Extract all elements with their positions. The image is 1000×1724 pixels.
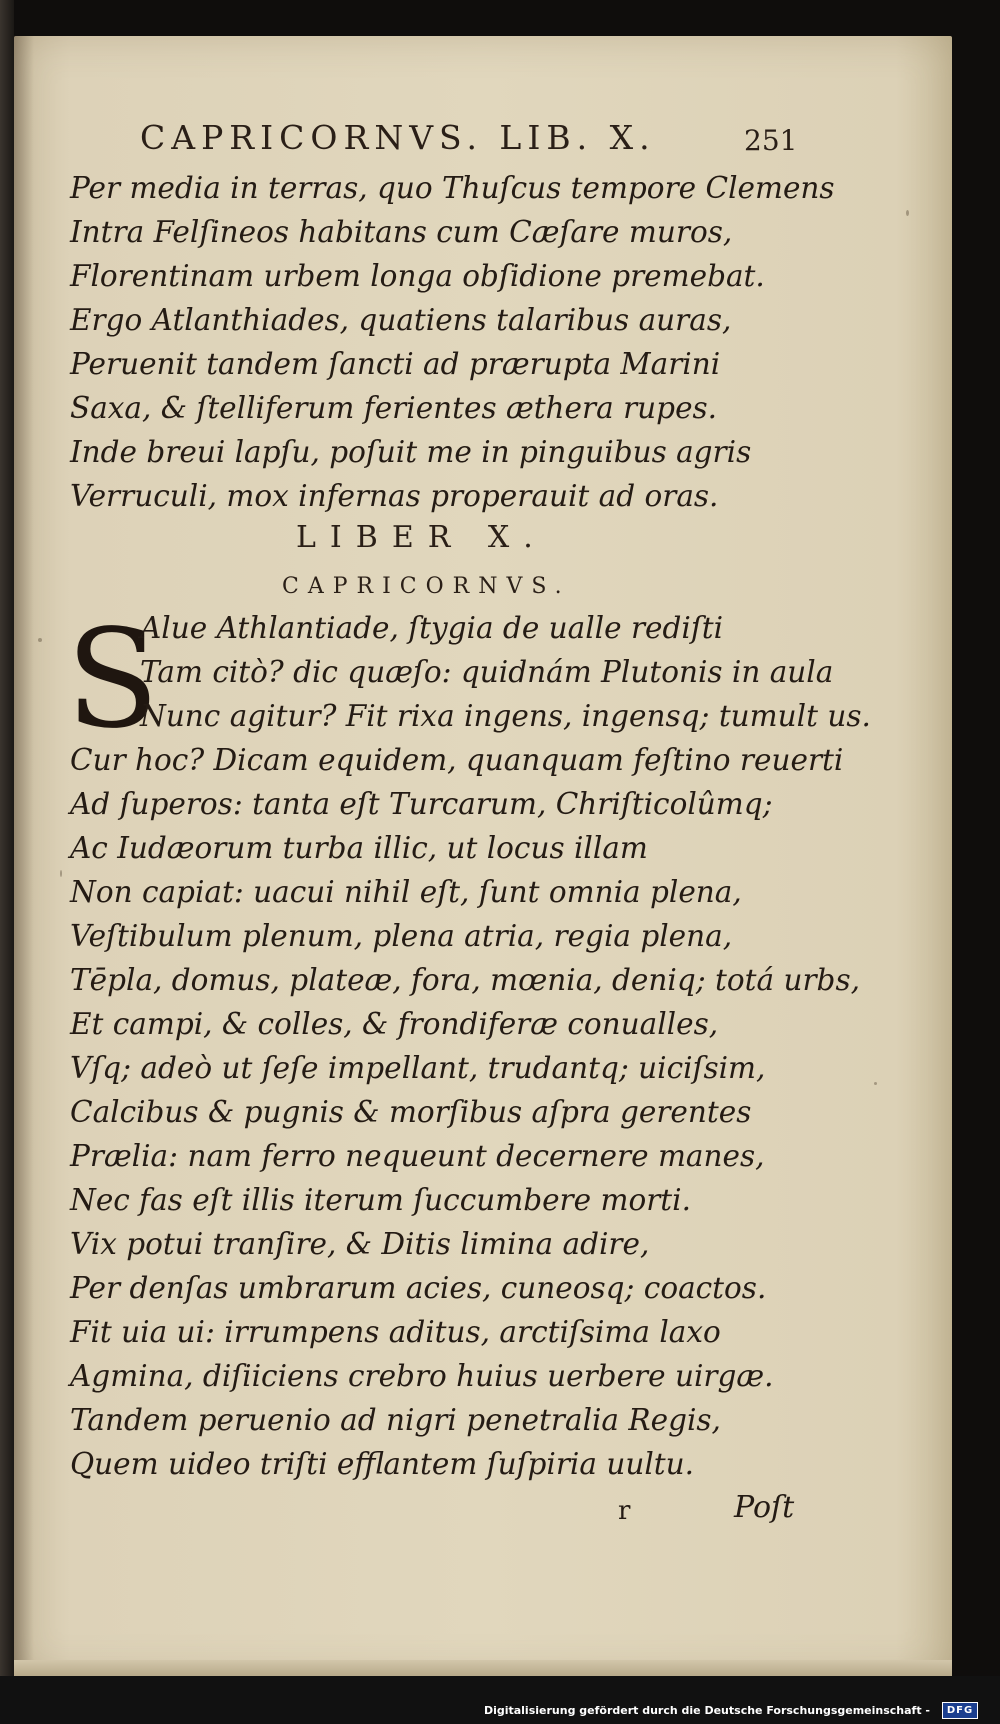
poem-line: Vſq; adeò ut ſeſe impellant, trudantq; uiciſsim, — [70, 1051, 766, 1085]
poem-line: Quem uideo triſti efflantem ſuſpiria uultu. — [70, 1447, 694, 1481]
poem-line: Agmina, diſiiciens crebro huius uerbere uirgæ. — [70, 1359, 774, 1393]
poem-line: Ad ſuperos: tanta eſt Turcarum, Chriſticolûmq; — [70, 787, 773, 821]
verse-line: Per media in terras, quo Thuſcus tempore Clemens — [70, 171, 835, 205]
paper-speck — [60, 870, 62, 877]
poem-line: Veſtibulum plenum, plena atria, regia plena, — [70, 919, 733, 953]
poem-line: Et campi, & colles, & frondiferæ conualles, — [70, 1007, 719, 1041]
running-title: CAPRICORNVS. LIB. X. — [140, 118, 656, 157]
poem-block — [70, 738, 860, 1486]
page-number: 251 — [744, 124, 798, 157]
verse-line: Inde breui lapſu, poſuit me in pinguibus agris — [70, 435, 752, 469]
paper-speck — [38, 638, 42, 642]
verse-line: Verruculi, mox infernas properauit ad oras. — [70, 479, 719, 513]
indented-line: Nunc agitur? Fit rixa ingens, ingensq; tumult us. — [140, 699, 871, 733]
poem-line: Fit uia ui: irrumpens aditus, arctiſsima laxo — [70, 1315, 721, 1349]
paper-speck — [906, 210, 909, 216]
verse-block-top — [70, 166, 835, 518]
book-heading: LIBER X. — [296, 520, 547, 555]
poem-line: Tandem peruenio ad nigri penetralia Regis, — [70, 1403, 721, 1437]
section-heading: CAPRICORNVS. — [282, 574, 571, 599]
page-bottom-edge — [14, 1660, 952, 1676]
digitization-credit: Digitalisierung gefördert durch die Deutsche Forschungsgemeinschaft - — [483, 1704, 930, 1717]
indented-line: Tam citò? dic quæſo: quidnám Plutonis in aula — [140, 655, 834, 689]
poem-line: Non capiat: uacui nihil eſt, ſunt omnia plena, — [70, 875, 742, 909]
poem-line: Calcibus & pugnis & morſibus aſpra gerentes — [70, 1095, 752, 1129]
paper-speck — [874, 1082, 877, 1085]
page-fold-shadow — [14, 36, 34, 1676]
drop-cap-initial: S — [66, 601, 160, 759]
scan-left-edge — [0, 0, 14, 1724]
verse-line: Peruenit tandem ſancti ad prærupta Marini — [70, 347, 721, 381]
catchword: Poſt — [734, 1490, 795, 1525]
poem-line: Vix potui tranſire, & Ditis limina adire, — [70, 1227, 650, 1261]
verse-line: Saxa, & ſtelliferum ferientes æthera rupes. — [70, 391, 718, 425]
poem-line: Per denſas umbrarum acies, cuneosq; coactos. — [70, 1271, 767, 1305]
verse-line: Intra Felſineos habitans cum Cæſare muros, — [70, 215, 733, 249]
verse-line: Ergo Atlanthiades, quatiens talaribus auras, — [70, 303, 732, 337]
poem-line: Cur hoc? Dicam equidem, quanquam feſtino reuerti — [70, 743, 844, 777]
verse-line: Florentinam urbem longa obſidione premebat. — [70, 259, 765, 293]
poem-line: Ac Iudæorum turba illic, ut locus illam — [70, 831, 648, 865]
indented-verse-block — [140, 606, 871, 738]
poem-line: Prælia: nam ferro nequeunt decernere manes, — [70, 1139, 765, 1173]
indented-line: Alue Athlantiade, ſtygia de ualle rediſti — [140, 611, 724, 645]
poem-line: Nec fas eſt illis iterum ſuccumbere morti. — [70, 1183, 691, 1217]
signature-mark: r — [618, 1496, 631, 1526]
poem-line: Tēpla, domus, plateæ, fora, mœnia, deniq; totá urbs, — [70, 963, 860, 997]
dfg-logo: DFG — [942, 1702, 978, 1719]
